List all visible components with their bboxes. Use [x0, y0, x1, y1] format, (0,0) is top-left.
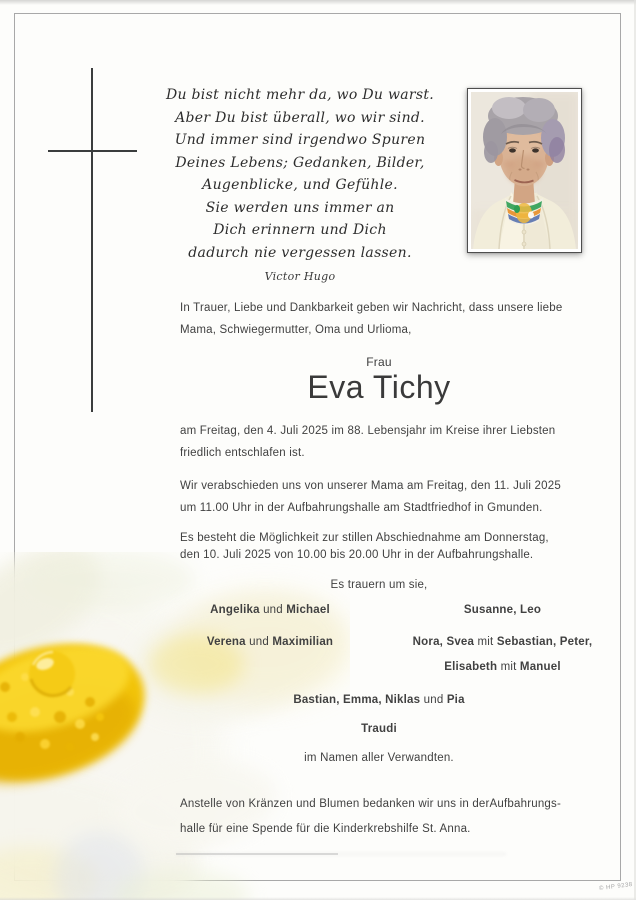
- intro-line-2: Mama, Schwiegermutter, Oma und Urlioma,: [180, 324, 412, 336]
- portrait-photo: [467, 88, 582, 253]
- poem-line: Augenblicke, und Gefühle.: [202, 177, 398, 193]
- poem-line: Deines Lebens; Gedanken, Bilder,: [175, 154, 425, 171]
- intro-line-1: In Trauer, Liebe und Dankbarkeit geben wir Nachricht, dass unsere liebe: [180, 302, 563, 314]
- water-droplet: [29, 651, 75, 697]
- death-line-1: am Freitag, den 4. Juli 2025 im 88. Lebensjahr im Kreise ihrer Liebsten: [180, 425, 556, 437]
- mourning-intro: Es trauern um sie,: [330, 579, 428, 591]
- memorial-cross: [91, 68, 93, 412]
- print-code: © HP 9238: [598, 881, 634, 893]
- portrait-photo-image: [471, 92, 578, 249]
- deceased-name: Eva Tichy: [307, 369, 451, 405]
- mourners-row2-left: Verena und Maximilian: [206, 636, 334, 648]
- poem-line: Du bist nicht mehr da, wo Du warst.: [165, 87, 435, 103]
- poem-line: Dich erinnern und Dich: [213, 222, 387, 238]
- mourners-row2-right-line2: Elisabeth mit Manuel: [444, 661, 561, 673]
- poem-line: Sie werden uns immer an: [205, 199, 395, 216]
- mourners-row2-right-line1: Nora, Svea mit Sebastian, Peter,: [412, 636, 593, 648]
- mourners-row1-left: Angelika und Michael: [210, 604, 330, 616]
- mourners-center-line1: Bastian, Emma, Niklas und Pia: [293, 694, 465, 706]
- mourners-row1-right: Susanne, Leo: [463, 604, 542, 616]
- closing-line: im Namen aller Verwandten.: [304, 752, 454, 764]
- viewing-line-1: Es besteht die Möglichkeit zur stillen Abschiednahme am Donnerstag,: [180, 532, 549, 544]
- poem-line: Und immer sind irgendwo Spuren: [174, 132, 426, 148]
- viewing-line-2: den 10. Juli 2025 von 10.00 bis 20.00 Uhr in der Aufbahrungshalle.: [180, 549, 534, 561]
- memorial-poem: [150, 84, 450, 289]
- scan-edge-top: [0, 0, 636, 5]
- poem-line: Aber Du bist überall, wo wir sind.: [175, 109, 425, 126]
- salutation: Frau: [366, 355, 392, 369]
- donation-line-1: Anstelle von Kränzen und Blumen bedanken wir uns in derAufbahrungs-: [180, 798, 561, 810]
- mourners-center-line2: Traudi: [361, 723, 397, 735]
- donation-line-2: halle für eine Spende für die Kinderkrebshilfe St. Anna.: [180, 823, 471, 835]
- death-line-2: friedlich entschlafen ist.: [180, 447, 305, 459]
- memorial-cross-bar: [48, 150, 137, 152]
- scan-smudge-line: [176, 853, 338, 855]
- poem-author: Victor Hugo: [264, 270, 336, 283]
- farewell-line-1: Wir verabschieden uns von unserer Mama am Freitag, den 11. Juli 2025: [180, 480, 561, 492]
- poem-line: dadurch nie vergessen lassen.: [188, 244, 412, 261]
- farewell-line-2: um 11.00 Uhr in der Aufbahrungshalle am Stadtfriedhof in Gmunden.: [180, 502, 543, 514]
